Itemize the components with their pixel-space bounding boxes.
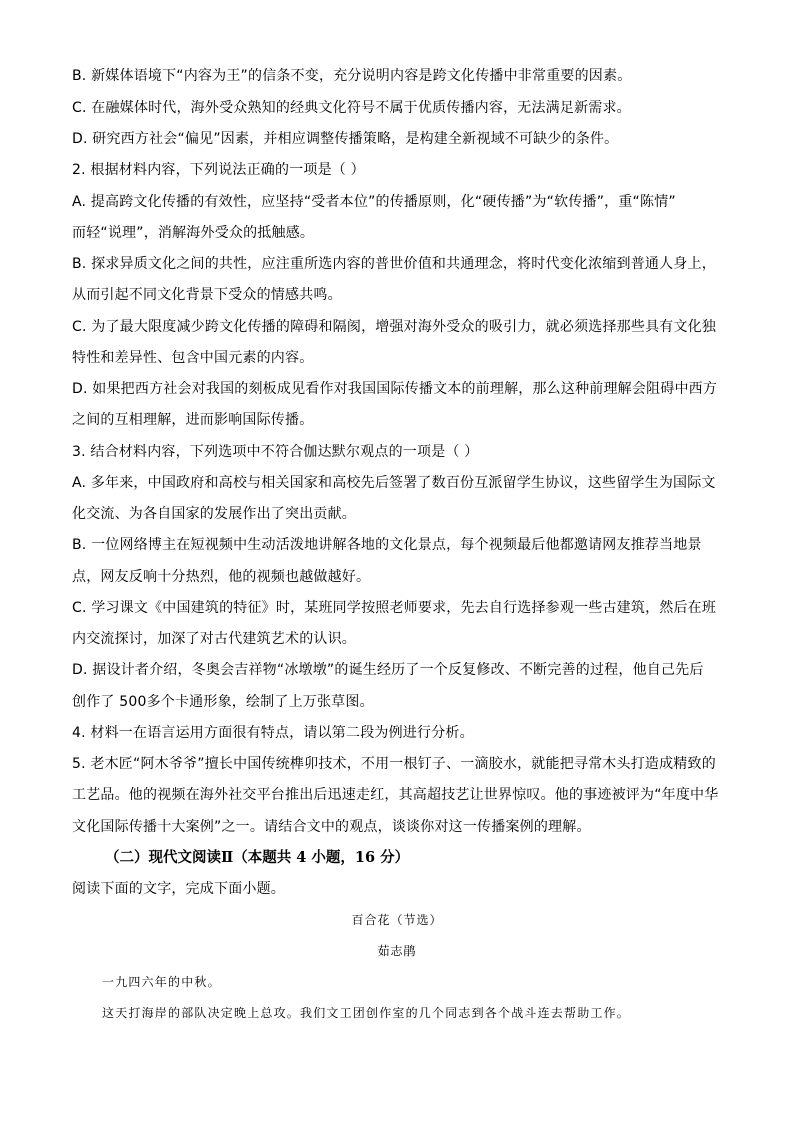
q2-option-c-line2: 特性和差异性、包含中国元素的内容。	[72, 350, 314, 366]
q3-option-a-line1: A. 多年来，中国政府和高校与相关国家和高校先后签署了数百份互派留学生协议，这些留学生为国际文	[72, 475, 716, 491]
q1-option-b: B. 新媒体语境下“内容为王”的信条不变，充分说明内容是跨文化传播中非常重要的因素。	[72, 68, 632, 84]
q3-option-d-line2: 创作了 500多个卡通形象，绘制了上万张草图。	[72, 694, 374, 710]
story-paragraph: 一九四六年的中秋。	[102, 975, 221, 989]
q3-option-c-line1: C. 学习课文《中国建筑的特征》时，某班同学按照老师要求，先去自行选择参观一些古建筑，然后在班	[72, 600, 717, 616]
story-title: 百合花（节选）	[351, 913, 443, 927]
q1-option-d: D. 研究西方社会“偏见”因素，并相应调整传播策略，是构建全新视域不可缺少的条件。	[72, 131, 619, 147]
q2-option-c-line1: C. 为了最大限度减少跨文化传播的障碍和隔阂，增强对海外受众的吸引力，就必须选择那些具有文化独	[72, 319, 717, 335]
q2-option-b-line1: B. 探求异质文化之间的共性，应注重所选内容的普世价值和共通理念，将时代变化浓缩到普通人身上，	[72, 256, 716, 272]
q3-stem: 3. 结合材料内容，下列选项中不符合伽达默尔观点的一项是（ ）	[72, 444, 479, 460]
q1-option-c: C. 在融媒体时代，海外受众熟知的经典文化符号不属于优质传播内容，无法满足新需求。	[72, 100, 631, 116]
section-heading: （二）现代文阅读Ⅱ（本题共 4 小题，16 分）	[105, 849, 410, 866]
q3-option-a-line2: 化交流、为各自国家的发展作出了突出贡献。	[72, 506, 356, 522]
story-paragraph: 这天打海岸的部队决定晚上总攻。我们文工团创作室的几个同志到各个战斗连去帮助工作。	[102, 1006, 631, 1020]
q2-option-a-line1: A. 提高跨文化传播的有效性，应坚持“受者本位”的传播原则，化“硬传播”为“软传播”，重“陈情”	[72, 194, 676, 210]
reading-instruction: 阅读下面的文字，完成下面小题。	[72, 881, 285, 897]
q2-option-a-line2: 而轻“说理”，消解海外受众的抵触感。	[72, 225, 315, 241]
q5-line3: 文化国际传播十大案例”之一。请结合文中的观点，谈谈你对这一传播案例的理解。	[72, 819, 591, 835]
q3-option-b-line2: 点，网友反响十分热烈，他的视频也越做越好。	[72, 569, 371, 585]
q5-line2: 工艺品。他的视频在海外社交平台推出后迅速走红，其高超技艺让世界惊叹。他的事迹被评为“年度中华	[72, 787, 719, 803]
story-author: 茹志鹃	[377, 944, 417, 958]
q4-stem: 4. 材料一在语言运用方面很有特点，请以第二段为例进行分析。	[72, 725, 474, 741]
q3-option-c-line2: 内交流探讨，加深了对古代建筑艺术的认识。	[72, 631, 356, 647]
q2-stem: 2. 根据材料内容，下列说法正确的一项是（ ）	[72, 162, 365, 178]
q2-option-b-line2: 从而引起不同文化背景下受众的情感共鸣。	[72, 287, 342, 303]
q2-option-d-line1: D. 如果把西方社会对我国的刻板成见看作对我国国际传播文本的前理解，那么这种前理解会阻碍中西方	[72, 381, 718, 397]
q5-line1: 5. 老木匠“阿木爷爷”擅长中国传统榫卯技术，不用一根钉子、一滴胶水，就能把寻常木头打造成精致的	[72, 756, 716, 772]
q3-option-b-line1: B. 一位网络博主在短视频中生动活泼地讲解各地的文化景点，每个视频最后他都邀请网友推荐当地景	[72, 537, 702, 553]
q2-option-d-line2: 之间的互相理解，进而影响国际传播。	[72, 412, 314, 428]
q3-option-d-line1: D. 据设计者介绍，冬奥会吉祥物“冰墩墩”的诞生经历了一个反复修改、不断完善的过程，他自己先后	[72, 662, 704, 678]
